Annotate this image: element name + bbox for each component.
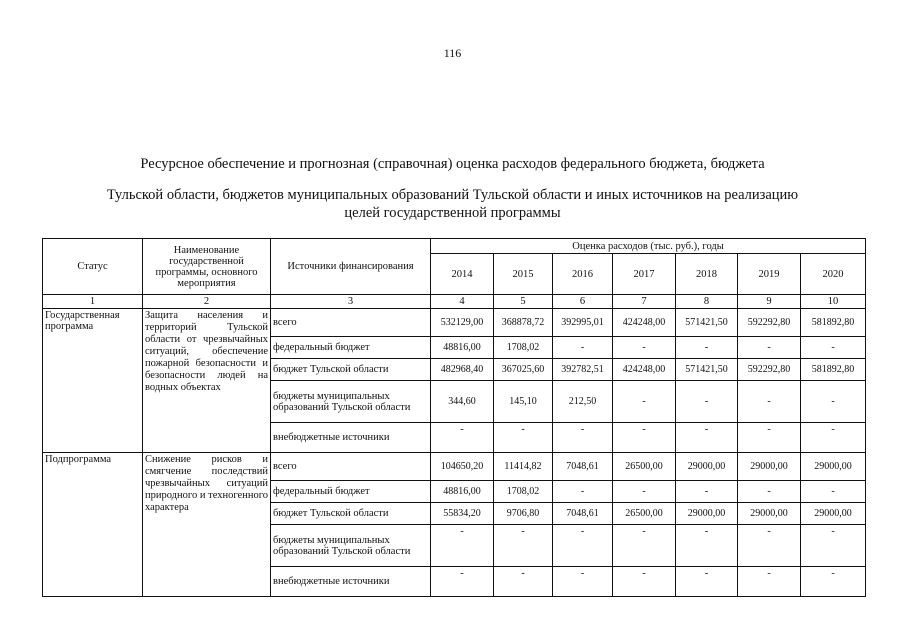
value-cell: - <box>801 567 866 597</box>
header-year: 2016 <box>553 254 613 295</box>
header-year: 2018 <box>676 254 738 295</box>
value-cell: - <box>801 337 866 359</box>
value-cell: 482968,40 <box>431 359 494 381</box>
column-number: 1 <box>43 295 143 309</box>
program-name-cell: Снижение рисков и смягчение последствий чрезвычайных ситуаций природного и техногенного характера <box>143 453 271 597</box>
value-cell: 29000,00 <box>676 453 738 481</box>
value-cell: - <box>431 423 494 453</box>
value-cell: - <box>494 423 553 453</box>
value-cell: - <box>801 423 866 453</box>
funding-source-cell: бюджет Тульской области <box>271 359 431 381</box>
value-cell: 532129,00 <box>431 309 494 337</box>
value-cell: 424248,00 <box>613 309 676 337</box>
status-cell: Государственная программа <box>43 309 143 453</box>
value-cell: - <box>431 567 494 597</box>
value-cell: - <box>553 337 613 359</box>
column-number: 2 <box>143 295 271 309</box>
value-cell: 7048,61 <box>553 453 613 481</box>
value-cell: 571421,50 <box>676 309 738 337</box>
header-source: Источники финансирования <box>271 239 431 295</box>
value-cell: - <box>553 481 613 503</box>
value-cell: 7048,61 <box>553 503 613 525</box>
value-cell: - <box>738 481 801 503</box>
value-cell: 592292,80 <box>738 359 801 381</box>
program-name-cell: Защита населения и территорий Тульской области от чрезвычайных ситуаций, обеспечение пожарной безопасности и безопасности людей на водных объектах <box>143 309 271 453</box>
column-number: 7 <box>613 295 676 309</box>
table-row <box>43 453 866 481</box>
column-number: 6 <box>553 295 613 309</box>
value-cell: - <box>676 567 738 597</box>
value-cell: - <box>613 567 676 597</box>
value-cell: - <box>676 337 738 359</box>
value-cell: 104650,20 <box>431 453 494 481</box>
funding-source-cell: федеральный бюджет <box>271 337 431 359</box>
document-title-line-1: Ресурсное обеспечение и прогнозная (справочная) оценка расходов федерального бюджета, бюджета <box>140 156 765 172</box>
value-cell: 571421,50 <box>676 359 738 381</box>
value-cell: 1708,02 <box>494 481 553 503</box>
table-row <box>43 309 866 337</box>
value-cell: 9706,80 <box>494 503 553 525</box>
value-cell: - <box>738 381 801 423</box>
value-cell: 29000,00 <box>676 503 738 525</box>
value-cell: 344,60 <box>431 381 494 423</box>
value-cell: 424248,00 <box>613 359 676 381</box>
header-year: 2017 <box>613 254 676 295</box>
funding-source-cell: федеральный бюджет <box>271 481 431 503</box>
header-name: Наименование государственной программы, основного мероприятия <box>143 239 271 295</box>
value-cell: 367025,60 <box>494 359 553 381</box>
value-cell: - <box>431 525 494 567</box>
value-cell: - <box>738 525 801 567</box>
value-cell: 48816,00 <box>431 337 494 359</box>
document-title-line-2-text: Тульской области, бюджетов муниципальных образований Тульской области и иных источников на реализацию <box>106 187 799 203</box>
value-cell: - <box>801 481 866 503</box>
value-cell: - <box>676 525 738 567</box>
status-cell: Подпрограмма <box>43 453 143 597</box>
funding-source-cell: всего <box>271 309 431 337</box>
funding-source-cell: внебюджетные источники <box>271 423 431 453</box>
value-cell: - <box>613 423 676 453</box>
value-cell: - <box>676 381 738 423</box>
column-number: 9 <box>738 295 801 309</box>
value-cell: - <box>613 381 676 423</box>
column-number: 3 <box>271 295 431 309</box>
value-cell: - <box>494 525 553 567</box>
header-estimate: Оценка расходов (тыс. руб.), годы <box>431 239 866 254</box>
value-cell: - <box>613 337 676 359</box>
value-cell: 212,50 <box>553 381 613 423</box>
value-cell: - <box>738 337 801 359</box>
header-row-1 <box>43 239 866 254</box>
value-cell: - <box>553 567 613 597</box>
header-year: 2020 <box>801 254 866 295</box>
value-cell: 11414,82 <box>494 453 553 481</box>
value-cell: - <box>676 423 738 453</box>
funding-source-cell: бюджеты муниципальных образований Тульской области <box>271 525 431 567</box>
value-cell: 145,10 <box>494 381 553 423</box>
value-cell: 581892,80 <box>801 309 866 337</box>
page-number: 116 <box>443 46 462 60</box>
column-number: 4 <box>431 295 494 309</box>
value-cell: - <box>738 423 801 453</box>
value-cell: 592292,80 <box>738 309 801 337</box>
document-title-line-3-text: целей государственной программы <box>344 205 561 221</box>
value-cell: - <box>801 525 866 567</box>
value-cell: - <box>613 525 676 567</box>
header-status: Статус <box>43 239 143 295</box>
header-year: 2015 <box>494 254 553 295</box>
column-number: 8 <box>676 295 738 309</box>
value-cell: - <box>801 381 866 423</box>
value-cell: 26500,00 <box>613 453 676 481</box>
column-number: 10 <box>801 295 866 309</box>
value-cell: 29000,00 <box>801 503 866 525</box>
value-cell: - <box>553 423 613 453</box>
resource-table <box>42 238 866 597</box>
value-cell: 368878,72 <box>494 309 553 337</box>
document-title-line-2 <box>0 186 905 222</box>
value-cell: 392782,51 <box>553 359 613 381</box>
value-cell: - <box>553 525 613 567</box>
funding-source-cell: всего <box>271 453 431 481</box>
value-cell: 26500,00 <box>613 503 676 525</box>
value-cell: - <box>613 481 676 503</box>
header-year: 2019 <box>738 254 801 295</box>
value-cell: 392995,01 <box>553 309 613 337</box>
funding-source-cell: бюджет Тульской области <box>271 503 431 525</box>
column-number-row <box>43 295 866 309</box>
column-number: 5 <box>494 295 553 309</box>
value-cell: - <box>494 567 553 597</box>
value-cell: 29000,00 <box>801 453 866 481</box>
header-year: 2014 <box>431 254 494 295</box>
funding-source-cell: внебюджетные источники <box>271 567 431 597</box>
value-cell: 48816,00 <box>431 481 494 503</box>
funding-source-cell: бюджеты муниципальных образований Тульской области <box>271 381 431 423</box>
value-cell: - <box>676 481 738 503</box>
value-cell: - <box>738 567 801 597</box>
value-cell: 29000,00 <box>738 453 801 481</box>
value-cell: 1708,02 <box>494 337 553 359</box>
value-cell: 29000,00 <box>738 503 801 525</box>
value-cell: 55834,20 <box>431 503 494 525</box>
value-cell: 581892,80 <box>801 359 866 381</box>
